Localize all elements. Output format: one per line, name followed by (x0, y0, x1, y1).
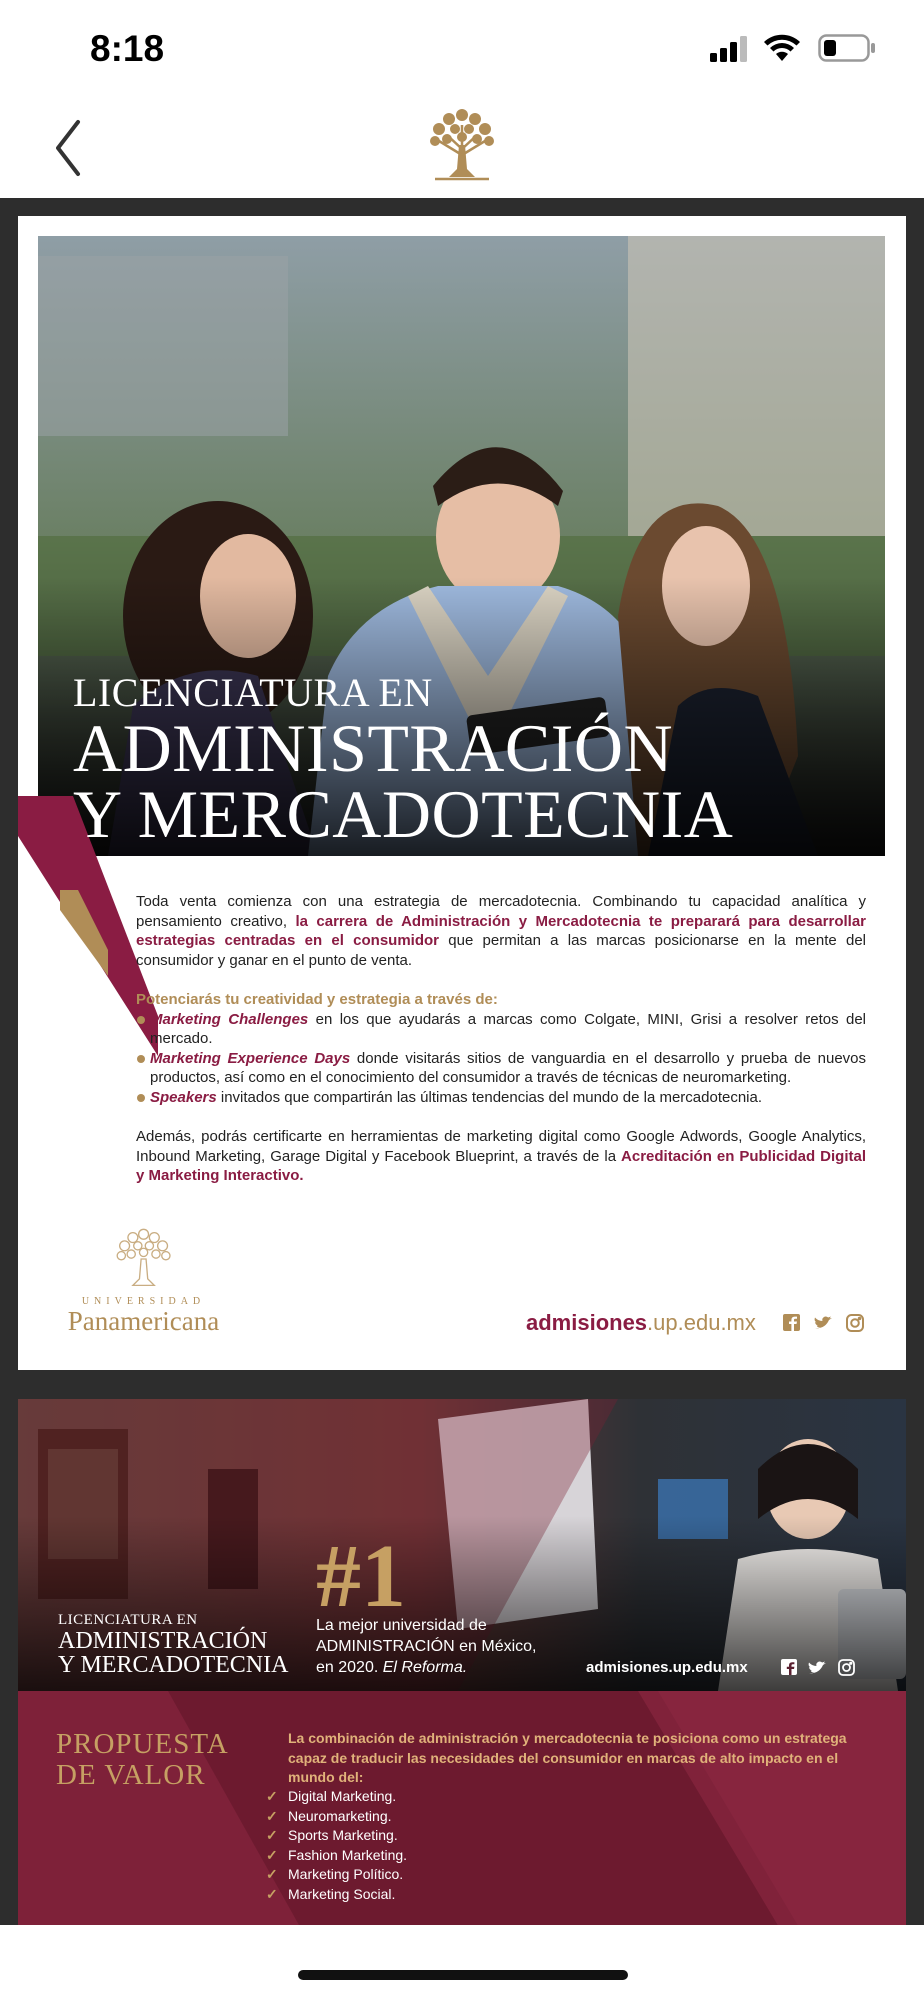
page2-title-line3: Y MERCADOTECNIA (58, 1652, 289, 1678)
features-heading: Potenciarás tu creatividad y estrategia a través de: (136, 991, 498, 1008)
signal-icon (710, 36, 750, 62)
home-indicator[interactable] (298, 1970, 628, 1980)
intro-paragraph: Toda venta comienza con una estrategia de mercadotecnia. Combinando tu capacidad analítica y pensamiento creativo, la carrera de Administración y Mercadotecnia te preparará para desarrollar estrategias centradas en el consumidor que permitan a las marcas posicionarse en la mente del consumidor y ganar en el punto de venta. (136, 893, 866, 969)
facebook-icon[interactable] (781, 1659, 797, 1675)
university-logo (56, 1226, 231, 1335)
twitter-icon[interactable] (815, 1316, 832, 1328)
program-description (136, 892, 866, 1206)
list-item: ✓ Neuromarketing. (266, 1807, 407, 1827)
features-block (136, 990, 866, 1107)
page2-title-line2: ADMINISTRACIÓN (58, 1628, 268, 1654)
marketing-areas-list (266, 1787, 407, 1904)
check-icon: ✓ (266, 1827, 278, 1843)
check-icon: ✓ (266, 1885, 278, 1902)
wifi-icon (764, 34, 800, 62)
ranking-number: #1 (316, 1527, 406, 1626)
admissions-link[interactable]: admisiones.up.edu.mx (526, 1310, 756, 1335)
gold-slash-decoration (60, 890, 110, 976)
page2-program-title (58, 1612, 288, 1677)
twitter-icon[interactable] (809, 1661, 826, 1673)
list-item: ✓ Marketing Político. (266, 1865, 407, 1885)
tree-logo-icon (111, 1226, 177, 1292)
status-bar (0, 0, 924, 95)
certification-highlight: Acreditación en Publicidad Digital y Marketing Interactivo. (136, 1147, 866, 1184)
ranking-text: La mejor universidad de ADMINISTRACIÓN en México, en 2020. El Reforma. (316, 1617, 537, 1676)
home-bar-area (0, 1925, 924, 2000)
list-item: ✓ Sports Marketing. (266, 1826, 407, 1846)
hero-title-line2: ADMINISTRACIÓN (73, 710, 674, 786)
check-icon: ✓ (266, 1866, 278, 1882)
status-time: 8:18 (90, 28, 165, 69)
list-item: ✓ Fashion Marketing. (266, 1846, 407, 1866)
brochure-page-2 (18, 1399, 906, 1925)
instagram-icon[interactable] (839, 1660, 854, 1675)
brochure-page-1 (18, 216, 906, 1370)
facebook-icon[interactable] (783, 1314, 800, 1331)
hero-title-line1: LICENCIATURA EN (73, 670, 433, 715)
check-icon: ✓ (266, 1807, 278, 1824)
document-viewer[interactable] (0, 198, 924, 1925)
value-proposition-title: PROPUESTA DE VALOR (56, 1728, 229, 1791)
battery-icon (818, 34, 876, 62)
list-item: ✓ Digital Marketing. (266, 1787, 407, 1807)
social-links (783, 1312, 883, 1339)
check-icon: ✓ (266, 1788, 278, 1804)
logo-panamericana-label: Panamericana (67, 1306, 220, 1336)
page2-admissions-link[interactable]: admisiones.up.edu.mx (586, 1659, 748, 1676)
back-chevron-icon[interactable] (50, 118, 90, 178)
page2-title-line1: LICENCIATURA EN (58, 1612, 198, 1628)
tree-logo-icon (425, 105, 500, 185)
hero-title-line3: Y MERCADOTECNIA (73, 776, 734, 852)
certification-paragraph: Además, podrás certificarte en herramientas de marketing digital como Google Adwords, Google Analytics, Inbound Marketing, Garage Digital y Facebook Blueprint, a través de la Acreditación en Publicidad Digital y Marketing Interactivo. (136, 1128, 866, 1184)
list-item: ✓ Marketing Social. (266, 1885, 407, 1905)
intro-highlight: la carrera de Administración y Mercadotecnia te preparará para desarrollar estrategias centradas en el consumidor (136, 912, 866, 949)
page2-social-links (781, 1658, 871, 1683)
hero-title (73, 670, 734, 852)
value-proposition-text: La combinación de administración y mercadotecnia te posiciona como un estratega capaz de traducir las necesidades del consumidor en marcas de alto impacto en el mundo del: (288, 1730, 847, 1785)
list-item: Marketing Experience Days donde visitarás sitios de vanguardia en el desarrollo y prueba de nuevos productos, así como en el conocimiento del consumidor a través de técnicas de neuromarketing. (136, 1049, 866, 1088)
logo-university-label: UNIVERSIDAD (81, 1296, 206, 1307)
instagram-icon[interactable] (847, 1315, 863, 1331)
list-item: Speakers invitados que compartirán las últimas tendencias del mundo de la mercadotecnia. (136, 1088, 866, 1108)
check-icon: ✓ (266, 1846, 278, 1863)
list-item: Marketing Challenges en los que ayudarás a marcas como Colgate, MINI, Grisi a resolver retos del mercado. (136, 1010, 866, 1049)
value-panel-background (18, 1691, 906, 1925)
